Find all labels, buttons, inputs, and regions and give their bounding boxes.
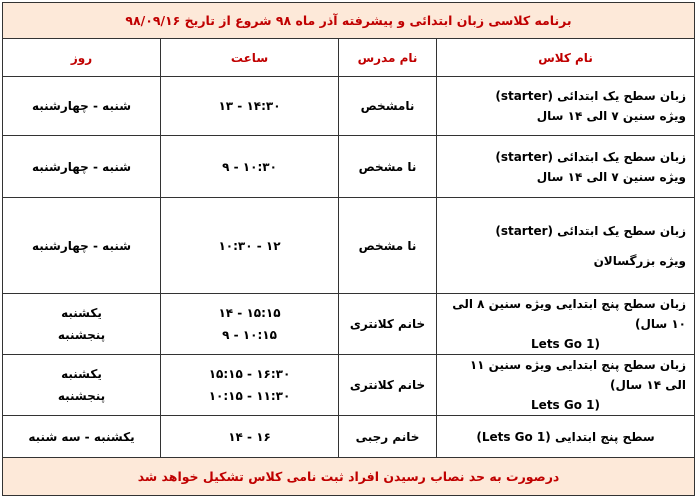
day-slot: شنبه - چهارشنبه xyxy=(31,159,132,174)
schedule-title: برنامه کلاسی زبان ابتدائی و پیشرفته آذر ماه ۹۸ شروع از تاریخ ۹۸/۰۹/۱۶ xyxy=(3,3,695,39)
table-row xyxy=(3,136,695,198)
schedule-sheet xyxy=(2,2,694,488)
teacher-cell: نا مشخص xyxy=(339,136,437,198)
class-audience: ویژه بزرگسالان xyxy=(593,253,687,268)
class-name-cell: سطح پنج ابتدایی (Lets Go 1) xyxy=(437,416,695,458)
day-cell xyxy=(3,136,161,198)
time-slot: ۱۶ - ۱۴ xyxy=(228,429,271,444)
time-cell xyxy=(161,355,339,416)
table-row xyxy=(3,198,695,294)
class-title: زبان سطح یک ابتدائی (starter) xyxy=(495,223,687,238)
class-title: زبان سطح یک ابتدائی (starter) xyxy=(495,149,687,164)
header-teacher: نام مدرس xyxy=(339,39,437,77)
table-row xyxy=(3,77,695,136)
class-name-cell xyxy=(437,136,695,198)
day-cell xyxy=(3,355,161,416)
teacher-cell: خانم رجبی xyxy=(339,416,437,458)
table-row xyxy=(3,416,695,458)
time-cell xyxy=(161,294,339,355)
day-cell xyxy=(3,294,161,355)
table-row xyxy=(3,355,695,416)
footer-note: درصورت به حد نصاب رسیدن افراد ثبت نامی کلاس تشکیل خواهد شد xyxy=(3,458,695,496)
title-row xyxy=(3,3,695,39)
table-row xyxy=(3,294,695,355)
time-cell xyxy=(161,77,339,136)
day-slot: پنجشنبه xyxy=(57,389,106,403)
teacher-cell: خانم کلانتری xyxy=(339,294,437,355)
header-day: روز xyxy=(3,39,161,77)
time-slot: ۱۱:۳۰ - ۱۰:۱۵ xyxy=(208,389,291,403)
class-name-cell xyxy=(437,355,695,416)
day-cell xyxy=(3,416,161,458)
time-slot: ۱۰:۳۰ - ۹ xyxy=(222,159,277,174)
day-slot: پنجشنبه xyxy=(57,328,106,342)
time-cell xyxy=(161,416,339,458)
day-cell xyxy=(3,77,161,136)
class-audience: ویژه سنین ۷ الی ۱۴ سال xyxy=(536,109,687,123)
header-row xyxy=(3,39,695,77)
class-title: زبان سطح پنج ابتدایی ویژه سنین ۱۱ الی ۱۴ سال) xyxy=(469,358,687,392)
teacher-cell: خانم کلانتری xyxy=(339,355,437,416)
time-slot: ۱۲ - ۱۰:۳۰ xyxy=(218,238,281,253)
day-cell xyxy=(3,198,161,294)
time-slot: ۱۶:۳۰ - ۱۵:۱۵ xyxy=(208,367,291,381)
time-cell xyxy=(161,198,339,294)
header-time: ساعت xyxy=(161,39,339,77)
class-title: زبان سطح پنج ابتدایی ویژه سنین ۸ الی ۱۰ سال) xyxy=(452,297,687,331)
class-name-cell xyxy=(437,77,695,136)
time-slot: ۱۴:۳۰ - ۱۳ xyxy=(218,99,281,113)
time-cell xyxy=(161,136,339,198)
day-slot: یکشنبه xyxy=(61,306,102,320)
class-schedule-table xyxy=(2,2,695,496)
day-slot: یکشنبه - سه شنبه xyxy=(28,429,135,444)
day-slot: یکشنبه xyxy=(61,367,102,381)
header-class-name: نام کلاس xyxy=(437,39,695,77)
teacher-cell: نا مشخص xyxy=(339,198,437,294)
class-audience: ویژه سنین ۷ الی ۱۴ سال xyxy=(536,169,687,184)
class-name-cell xyxy=(437,198,695,294)
teacher-cell: نامشخص xyxy=(339,77,437,136)
class-book: (Lets Go 1 xyxy=(531,398,600,412)
time-slot: ۱۰:۱۵ - ۹ xyxy=(222,328,277,342)
class-book: (Lets Go 1 xyxy=(531,337,600,351)
class-title: زبان سطح یک ابتدائی (starter) xyxy=(495,89,687,103)
class-name-cell xyxy=(437,294,695,355)
day-slot: شنبه - چهارشنبه xyxy=(31,99,132,113)
day-slot: شنبه - چهارشنبه xyxy=(31,238,132,253)
time-slot: ۱۵:۱۵ - ۱۴ xyxy=(218,306,281,320)
